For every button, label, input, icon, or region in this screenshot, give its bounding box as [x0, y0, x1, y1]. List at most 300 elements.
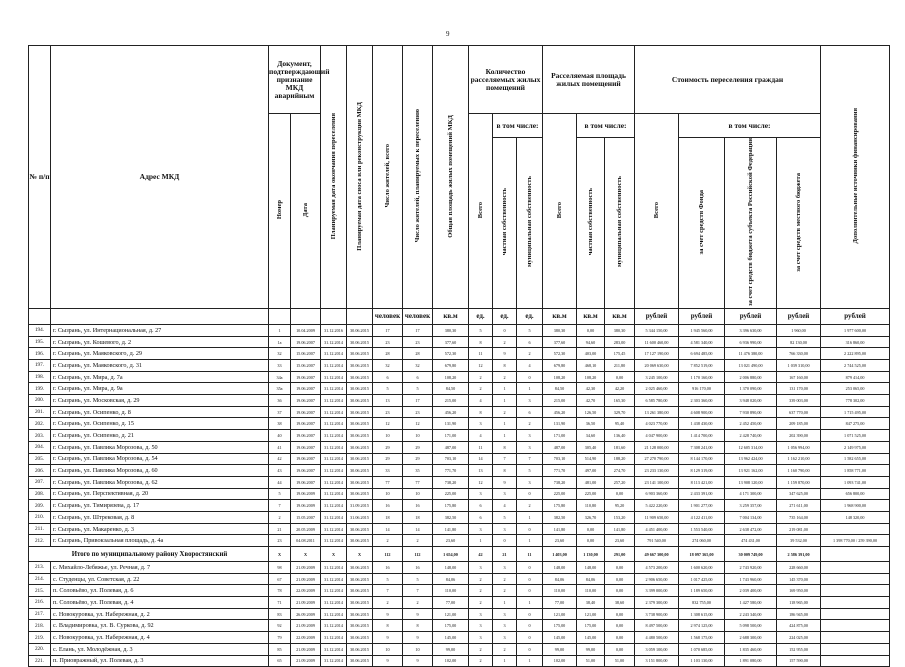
planned-demolish-cell: 30.06.2015 [347, 608, 373, 620]
header-num: № п/п [29, 46, 51, 309]
residents-planned-cell: 10 [403, 488, 433, 500]
rooms-municipal-cell: 4 [517, 360, 543, 372]
cost-local-cell: 347 625,00 [777, 488, 821, 500]
address-cell: г. Сызрань, ул. Павлика Морозова, д. 60 [51, 465, 269, 477]
doc-date-cell: 21.09.2009 [291, 573, 321, 585]
cost-local-cell: 1 039 310,00 [777, 360, 821, 372]
planned-end-cell: 31.12.2014 [321, 535, 347, 547]
doc-number-cell: 44 [269, 476, 291, 488]
doc-date-cell: 19.06.2007 [291, 395, 321, 407]
total-area-cell: 572,30 [433, 348, 469, 360]
doc-number-cell: 21 [269, 523, 291, 535]
rooms-municipal-cell: 1 [517, 535, 543, 547]
planned-demolish-cell: 30.06.2015 [347, 632, 373, 644]
area-total-cell: 84,06 [543, 573, 577, 585]
cost-local-cell: 209 185,00 [777, 418, 821, 430]
planned-end-cell: 31.12.2014 [321, 476, 347, 488]
rooms-private-cell: 3 [493, 608, 517, 620]
header-area-resettled: Расселяемая площадь жилых помещений [543, 46, 635, 114]
table-row [29, 406, 890, 418]
extra-sources-cell: 253 065,00 [821, 383, 890, 395]
unit-cell: человек [403, 308, 433, 324]
address-cell: г. Сызрань, ул. Павлика Морозова, д. 54 [51, 453, 269, 465]
area-total-cell: 215,00 [543, 395, 577, 407]
residents-planned-cell: 23 [403, 336, 433, 348]
cost-local-cell: 271 611,00 [777, 500, 821, 512]
area-municipal-cell: 283,00 [605, 336, 635, 348]
doc-number-cell: 33 [269, 360, 291, 372]
cost-subject-cell: 1 370 090,00 [725, 383, 777, 395]
residents-planned-cell: 9 [403, 632, 433, 644]
residents-cell: 12 [373, 418, 403, 430]
cost-fund-cell: 1 945 560,00 [679, 324, 725, 336]
planned-demolish-cell: 30.06.2015 [347, 430, 373, 442]
cost-subject-cell: 7 004 134,00 [725, 511, 777, 523]
planned-demolish-cell: 30.06.2015 [347, 488, 373, 500]
doc-date-cell: 20.05.2009 [291, 523, 321, 535]
row-number-cell: 209. [29, 500, 51, 512]
doc-date-cell: 22.09.2009 [291, 632, 321, 644]
header-doc-date: Дата [291, 114, 321, 309]
extra-sources-cell: 656 800,00 [821, 488, 890, 500]
table-row [29, 655, 890, 667]
doc-number-cell: 78 [269, 585, 291, 597]
header-area-total: Всего [543, 114, 577, 309]
residents-planned-cell: 17 [403, 324, 433, 336]
total-area-cell: 108,20 [433, 371, 469, 383]
cost-subject-cell: 2 638 472,00 [725, 523, 777, 535]
area-total-cell: 1 403,00 [543, 547, 577, 562]
area-total-cell: 145,00 [543, 632, 577, 644]
address-cell: г. Сызрань, ул. Осипенко, д. 8 [51, 406, 269, 418]
row-number-cell: 198. [29, 371, 51, 383]
cost-subject-cell: 2 452 450,00 [725, 418, 777, 430]
cost-total-cell: 2 025 460,00 [635, 383, 679, 395]
doc-number-cell: 85 [269, 643, 291, 655]
doc-number-cell: 79 [269, 632, 291, 644]
area-private-cell: 34,60 [577, 430, 605, 442]
rooms-municipal-cell: 3 [517, 441, 543, 453]
cost-local-cell: 1 159 870,00 [777, 476, 821, 488]
cost-local-cell: 82 130,00 [777, 336, 821, 348]
doc-number-cell: 92 [269, 620, 291, 632]
doc-number-cell: 71 [269, 597, 291, 609]
total-area-cell: 141,80 [433, 523, 469, 535]
area-municipal-cell: 165,30 [605, 395, 635, 407]
residents-cell: 29 [373, 453, 403, 465]
residents-planned-cell: 8 [403, 620, 433, 632]
planned-demolish-cell: 30.06.2015 [347, 406, 373, 418]
cost-fund-cell: 1 901 277,00 [679, 500, 725, 512]
rooms-municipal-cell: 0 [517, 371, 543, 383]
address-cell: г. Сызрань, ул. Маяковского, д. 29 [51, 348, 269, 360]
cost-total-cell: 4 480 500,00 [635, 632, 679, 644]
cost-local-cell: 1 960,00 [777, 324, 821, 336]
doc-number-cell: 41 [269, 441, 291, 453]
area-private-cell: 326,70 [577, 511, 605, 523]
area-private-cell: 42,70 [577, 395, 605, 407]
rooms-total-cell: 11 [469, 441, 493, 453]
planned-demolish-cell: 30.06.2015 [347, 620, 373, 632]
area-municipal-cell: 0,00 [605, 643, 635, 655]
rooms-total-cell: 3 [469, 488, 493, 500]
cost-subject-cell: 2 428 740,00 [725, 430, 777, 442]
row-number-cell: 217. [29, 608, 51, 620]
cost-total-cell: 3 399 000,00 [635, 585, 679, 597]
rooms-total-cell: 2 [469, 597, 493, 609]
cost-total-cell: 49 667 300,00 [635, 547, 679, 562]
cost-total-cell: 3 151 800,00 [635, 655, 679, 667]
residents-planned-cell: 29 [403, 453, 433, 465]
rooms-total-cell: 6 [469, 500, 493, 512]
unit-cell: кв.м [605, 308, 635, 324]
extra-sources-cell [821, 597, 890, 609]
area-private-cell: 121,00 [577, 608, 605, 620]
planned-demolish-cell: 30.06.2015 [347, 585, 373, 597]
rooms-municipal-cell: 6 [517, 406, 543, 418]
header-residents: Число жителей, всего [373, 46, 403, 309]
total-area-cell: 487,00 [433, 441, 469, 453]
cost-fund-cell: 2 433 391,00 [679, 488, 725, 500]
planned-end-cell: 31.12.2014 [321, 406, 347, 418]
planned-demolish-cell: 30.06.2015 [347, 441, 373, 453]
cost-total-cell: 3 059 100,00 [635, 643, 679, 655]
planned-demolish-cell: 30.06.2015 [347, 324, 373, 336]
rooms-private-cell: 2 [493, 406, 517, 418]
resettlement-table [28, 45, 890, 667]
area-municipal-cell: 0,00 [605, 371, 635, 383]
cost-local-cell: 228 660,00 [777, 562, 821, 574]
extra-sources-cell: 1 858 771,00 [821, 465, 890, 477]
planned-demolish-cell: 30.06.2015 [347, 573, 373, 585]
residents-cell: 5 [373, 383, 403, 395]
unit-cell: рублей [777, 308, 821, 324]
rooms-total-cell: 2 [469, 655, 493, 667]
address-cell: г. Сызрань, Привокзальная площадь, д. 4а [51, 535, 269, 547]
rooms-total-cell: 4 [469, 395, 493, 407]
area-private-cell: 403,00 [577, 348, 605, 360]
rooms-municipal-cell: 0 [517, 632, 543, 644]
planned-demolish-cell: 30.06.2015 [347, 465, 373, 477]
cost-subject-cell: 1 743 960,00 [725, 573, 777, 585]
planned-demolish-cell: 30.06.2015 [347, 597, 373, 609]
cost-subject-cell: 3 396 630,00 [725, 324, 777, 336]
cost-subject-cell: 1 427 580,00 [725, 597, 777, 609]
rooms-total-cell: 6 [469, 511, 493, 523]
cost-total-cell: 6 903 360,00 [635, 488, 679, 500]
residents-cell: 18 [373, 511, 403, 523]
area-private-cell: 108,20 [577, 371, 605, 383]
table-row [29, 430, 890, 442]
doc-number-cell: 98 [269, 562, 291, 574]
doc-date-cell: 19.06.2007 [291, 430, 321, 442]
residents-cell: 16 [373, 500, 403, 512]
cost-fund-cell: 8 144 170,00 [679, 453, 725, 465]
row-number-cell: 206. [29, 465, 51, 477]
area-municipal-cell: 141,80 [605, 523, 635, 535]
area-total-cell: 380,30 [543, 324, 577, 336]
doc-date-cell: 19.06.2007 [291, 453, 321, 465]
rooms-private-cell: 3 [493, 488, 517, 500]
area-municipal-cell: 153,20 [605, 511, 635, 523]
planned-end-cell: 31.12.2014 [321, 500, 347, 512]
cost-local-cell: 339 003,00 [777, 395, 821, 407]
cost-total-cell: 27 270 790,00 [635, 453, 679, 465]
header-cost-total: Всего [635, 114, 679, 309]
doc-number-cell: 83 [269, 608, 291, 620]
area-municipal-cell: 0,00 [605, 562, 635, 574]
area-private-cell: 99,00 [577, 643, 605, 655]
cost-fund-cell: 916 170,00 [679, 383, 725, 395]
area-municipal-cell: 95,20 [605, 500, 635, 512]
residents-planned-cell: 9 [403, 608, 433, 620]
unit-cell: рублей [635, 308, 679, 324]
cost-local-cell: 169 950,00 [777, 585, 821, 597]
total-area-cell: 738,20 [433, 476, 469, 488]
doc-date-cell: 21.09.2009 [291, 597, 321, 609]
rooms-municipal-cell: 2 [517, 418, 543, 430]
row-number-cell: 215. [29, 585, 51, 597]
cost-fund-cell: 7 852 519,00 [679, 360, 725, 372]
address-cell: г. Сызрань, ул. Макаренко, д. 3 [51, 523, 269, 535]
area-total-cell: 679,80 [543, 360, 577, 372]
residents-cell: 33 [373, 465, 403, 477]
rooms-private-cell: 9 [493, 348, 517, 360]
rooms-private-cell: 2 [493, 643, 517, 655]
planned-end-cell: 31.12.2014 [321, 360, 347, 372]
doc-number-cell: 65 [269, 655, 291, 667]
total-area-cell: 382,50 [433, 511, 469, 523]
row-number-cell: 216. [29, 597, 51, 609]
address-cell: п. Приовражный, ул. Полевая, д. 3 [51, 655, 269, 667]
total-area-cell: 380,30 [433, 324, 469, 336]
total-area-cell: 148,00 [433, 562, 469, 574]
rooms-municipal-cell: 0 [517, 608, 543, 620]
doc-date-cell: 19.06.2009 [291, 488, 321, 500]
area-private-cell: 0,00 [577, 324, 605, 336]
table-row [29, 336, 890, 348]
doc-date-cell: 19.06.2007 [291, 418, 321, 430]
cost-subject-cell: 3 259 357,00 [725, 500, 777, 512]
cost-total-cell: 2 906 650,00 [635, 573, 679, 585]
row-number-cell: 208. [29, 488, 51, 500]
doc-date-cell: 22.09.2009 [291, 585, 321, 597]
area-total-cell: 572,30 [543, 348, 577, 360]
extra-sources-cell: 316 860,00 [821, 336, 890, 348]
row-number-cell: 214. [29, 573, 51, 585]
table-row [29, 597, 890, 609]
residents-planned-cell: 35 [403, 465, 433, 477]
rooms-municipal-cell: 1 [517, 383, 543, 395]
residents-planned-cell: 6 [403, 371, 433, 383]
residents-cell: 5 [373, 573, 403, 585]
total-area-cell: 121,00 [433, 608, 469, 620]
rooms-total-cell: 3 [469, 608, 493, 620]
header-planned-demolish: Планируемая дата сноса или реконструкции МКД [347, 46, 373, 309]
table-row [29, 500, 890, 512]
doc-number-cell: 67 [269, 573, 291, 585]
planned-end-cell: 31.12.2014 [321, 348, 347, 360]
cost-local-cell: 157 590,00 [777, 655, 821, 667]
residents-cell: 8 [373, 620, 403, 632]
residents-cell: 10 [373, 430, 403, 442]
area-private-cell: 42,30 [577, 383, 605, 395]
table-row [29, 453, 890, 465]
doc-number-cell: 1а [269, 336, 291, 348]
doc-date-cell: 19.06.2007 [291, 476, 321, 488]
rooms-total-cell: 2 [469, 643, 493, 655]
residents-cell: 23 [373, 336, 403, 348]
extra-sources-cell [821, 620, 890, 632]
unit-cell: ед. [493, 308, 517, 324]
rooms-total-cell: 12 [469, 360, 493, 372]
residents-planned-cell: 10 [403, 643, 433, 655]
total-area-cell: 102,00 [433, 655, 469, 667]
extra-sources-cell: 1 715 495,00 [821, 406, 890, 418]
header-total-area: Общая площадь жилых помещений МКД [433, 46, 469, 309]
extra-sources-cell [821, 632, 890, 644]
table-row [29, 476, 890, 488]
area-private-cell: 468,10 [577, 360, 605, 372]
table-row [29, 523, 890, 535]
cost-subject-cell: 6 936 990,00 [725, 336, 777, 348]
area-private-cell: 110,80 [577, 500, 605, 512]
doc-date-cell: 19.06.2009 [291, 500, 321, 512]
cost-local-cell: 152 955,00 [777, 643, 821, 655]
residents-cell: 112 [373, 547, 403, 562]
residents-planned-cell: 10 [403, 430, 433, 442]
area-municipal-cell: 329,70 [605, 406, 635, 418]
cost-fund-cell: 1 170 160,00 [679, 371, 725, 383]
extra-sources-cell: 1 093 741,00 [821, 476, 890, 488]
doc-date-cell: 21.09.2009 [291, 643, 321, 655]
unit-cell: рублей [725, 308, 777, 324]
area-total-cell: 225,00 [543, 488, 577, 500]
address-cell: с. Михайло-Лебяжье, ул. Речная, д. 7 [51, 562, 269, 574]
cost-local-cell: 219 081,00 [777, 523, 821, 535]
rooms-municipal-cell: 2 [517, 500, 543, 512]
rooms-private-cell: 1 [493, 418, 517, 430]
cost-total-cell: 4 047 900,00 [635, 430, 679, 442]
cost-subject-cell: 1 891 080,00 [725, 655, 777, 667]
extra-sources-cell [821, 655, 890, 667]
area-total-cell: 77,00 [543, 597, 577, 609]
table-row [29, 511, 890, 523]
residents-planned-cell: 112 [403, 547, 433, 562]
cost-fund-cell: 1 414 700,00 [679, 430, 725, 442]
rooms-private-cell: 2 [493, 336, 517, 348]
doc-date-cell: 19.06.2007 [291, 371, 321, 383]
planned-end-cell: 31.12.2014 [321, 488, 347, 500]
header-doc-number: Номер [269, 114, 291, 309]
doc-number-cell: 5 [269, 488, 291, 500]
address-cell: п. Соловьёво, ул. Полевая, д. 6 [51, 585, 269, 597]
rooms-municipal-cell: 2 [517, 348, 543, 360]
planned-demolish-cell: 30.06.2015 [347, 360, 373, 372]
cost-total-cell: 23 233 130,00 [635, 465, 679, 477]
cost-fund-cell: 4 122 411,00 [679, 511, 725, 523]
rooms-total-cell: 1 [469, 535, 493, 547]
rooms-municipal-cell: 3 [517, 476, 543, 488]
rooms-private-cell: 9 [493, 476, 517, 488]
header-rooms-municipal: муниципальная собственность [517, 138, 543, 309]
rooms-municipal-cell: 3 [517, 430, 543, 442]
residents-cell: 6 [373, 371, 403, 383]
address-cell: с. Новокуровка, ул. Набережная, д. 2 [51, 608, 269, 620]
residents-planned-cell: 16 [403, 500, 433, 512]
header-rooms-count: Количество расселяемых жилых помещений [469, 46, 543, 114]
rooms-municipal-cell: 0 [517, 643, 543, 655]
cost-total-cell: 8 497 500,00 [635, 620, 679, 632]
table-row [29, 324, 890, 336]
doc-number-cell: 34а [269, 371, 291, 383]
table-row [29, 418, 890, 430]
area-total-cell: 102,00 [543, 655, 577, 667]
cost-subject-cell: 13 908 120,00 [725, 476, 777, 488]
address-cell: с. Елань, ул. Молодёжная, д. 3 [51, 643, 269, 655]
header-cost-subject: за счет средств бюджета субъекта Российской Федерации [725, 138, 777, 309]
cost-local-cell: 424 875,00 [777, 620, 821, 632]
residents-cell: 2 [373, 597, 403, 609]
table-row [29, 348, 890, 360]
residents-planned-cell: 9 [403, 655, 433, 667]
planned-end-cell: 31.12.2014 [321, 643, 347, 655]
cost-fund-cell: 832 755,00 [679, 597, 725, 609]
header-rooms-private: частная собственность [493, 138, 517, 309]
planned-demolish-cell: 30.06.2015 [347, 395, 373, 407]
area-private-cell: 148,00 [577, 562, 605, 574]
planned-end-cell: 31.12.2014 [321, 418, 347, 430]
residents-planned-cell: 28 [403, 348, 433, 360]
row-number-cell: 202. [29, 418, 51, 430]
residents-cell: 10 [373, 488, 403, 500]
planned-demolish-cell: 31.06.2015 [347, 511, 373, 523]
extra-sources-cell: 1 977 600,00 [821, 324, 890, 336]
row-number-cell: 218. [29, 620, 51, 632]
row-number-cell: 195. [29, 336, 51, 348]
rooms-municipal-cell: 5 [517, 324, 543, 336]
rooms-total-cell: 42 [469, 547, 493, 562]
cost-subject-cell: 1 835 460,00 [725, 643, 777, 655]
cost-subject-cell: 474 431,00 [725, 535, 777, 547]
planned-end-cell: 31.12.2014 [321, 585, 347, 597]
units-row [29, 308, 890, 324]
rooms-municipal-cell: 11 [517, 547, 543, 562]
planned-demolish-cell: X [347, 547, 373, 562]
planned-end-cell: 31.12.2014 [321, 465, 347, 477]
area-municipal-cell: 23,60 [605, 535, 635, 547]
planned-end-cell: 31.12.2014 [321, 562, 347, 574]
area-private-cell: 126,50 [577, 406, 605, 418]
planned-end-cell: 31.12.2014 [321, 620, 347, 632]
cost-subject-cell: 13 962 424,00 [725, 453, 777, 465]
cost-local-cell: 167 160,00 [777, 371, 821, 383]
area-total-cell: 175,00 [543, 620, 577, 632]
doc-date-cell: 19.06.2007 [291, 383, 321, 395]
extra-sources-cell: 2 222 895,00 [821, 348, 890, 360]
cost-local-cell: 1 056 994,00 [777, 441, 821, 453]
rooms-municipal-cell: 1 [517, 597, 543, 609]
area-municipal-cell: 95,40 [605, 418, 635, 430]
cost-local-cell: 131 170,00 [777, 383, 821, 395]
extra-sources-cell: 1 071 525,00 [821, 430, 890, 442]
table-body [29, 324, 890, 666]
cost-total-cell: 2 379 300,00 [635, 597, 679, 609]
cost-subject-cell: 2 688 300,00 [725, 632, 777, 644]
cost-subject-cell: 12 605 314,00 [725, 441, 777, 453]
row-number-cell: 220. [29, 643, 51, 655]
residents-cell: 10 [373, 643, 403, 655]
